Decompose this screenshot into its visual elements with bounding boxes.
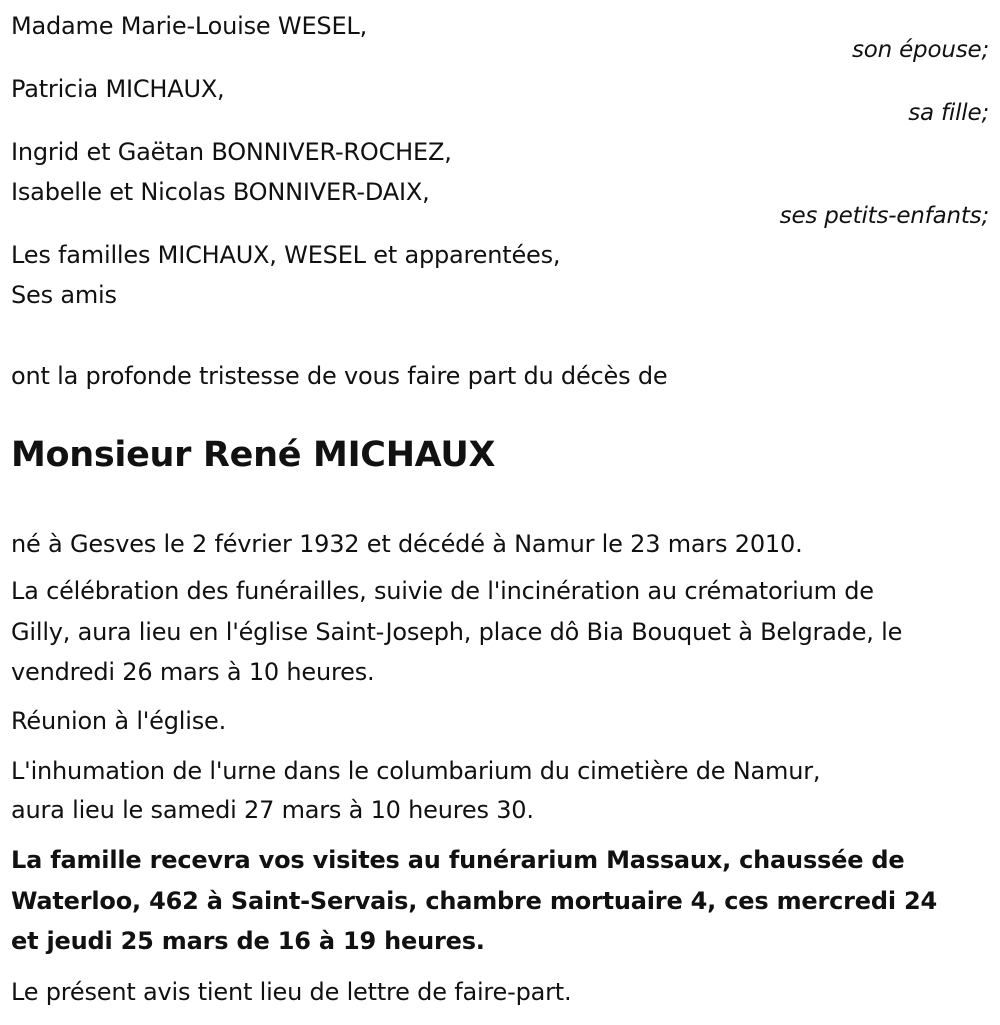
families-line: Les familles MICHAUX, WESEL et apparentées, [11,241,561,269]
daughter-name: Patricia MICHAUX, [11,75,225,103]
wife-role: son épouse; [851,37,989,63]
grandchildren-role: ses petits-enfants; [779,203,989,229]
visits-line-2: Waterloo, 462 à Saint-Servais, chambre mortuaire 4, ces mercredi 24 [11,887,938,915]
closing-text: Le présent avis tient lieu de lettre de faire-part. [11,978,572,1006]
announcement-text: ont la profonde tristesse de vous faire part du décès de [11,362,668,390]
ceremony-line-1: La célébration des funérailles, suivie de l'incinération au crématorium de [11,577,874,605]
deceased-name: Monsieur René MICHAUX [11,435,496,475]
visits-line-1: La famille recevra vos visites au funérarium Massaux, chaussée de [11,846,905,874]
birth-death-dates: né à Gesves le 2 février 1932 et décédé à Namur le 23 mars 2010. [11,530,803,558]
ceremony-line-2: Gilly, aura lieu en l'église Saint-Joseph, place dô Bia Bouquet à Belgrade, le [11,618,903,646]
wife-name: Madame Marie-Louise WESEL, [11,12,368,40]
grandchildren-line-2: Isabelle et Nicolas BONNIVER-DAIX, [11,178,430,206]
friends-line: Ses amis [11,281,117,309]
meeting-text: Réunion à l'église. [11,707,227,735]
burial-line-1: L'inhumation de l'urne dans le columbarium du cimetière de Namur, [11,757,821,785]
grandchildren-line-1: Ingrid et Gaëtan BONNIVER-ROCHEZ, [11,138,452,166]
daughter-role: sa fille; [908,100,989,126]
visits-line-3: et jeudi 25 mars de 16 à 19 heures. [11,927,485,955]
ceremony-line-3: vendredi 26 mars à 10 heures. [11,658,375,686]
burial-line-2: aura lieu le samedi 27 mars à 10 heures 30. [11,796,534,824]
